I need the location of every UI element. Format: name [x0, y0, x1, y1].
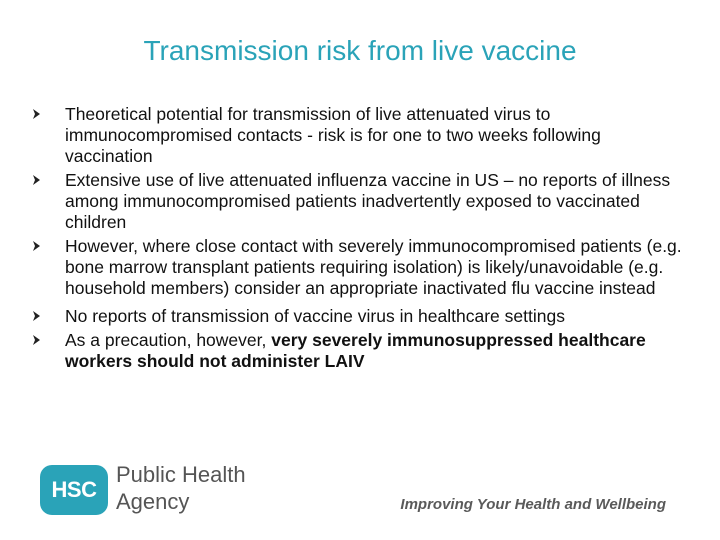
footer-tagline: Improving Your Health and Wellbeing — [400, 496, 666, 513]
hsc-logo-mark: HSC — [40, 465, 108, 515]
bullet-item — [58, 330, 688, 372]
agency-name-line2: Agency — [116, 489, 190, 514]
bullet-text-bold: very severely immunosuppressed healthcare workers should not administer LAIV — [65, 330, 646, 371]
bullet-text: Extensive use of live attenuated influenza vaccine in US – no reports of illness among immunocompromised patients inadvertently exposed to vaccinated children — [65, 170, 671, 232]
arrow-bullet-icon — [32, 310, 42, 322]
bullet-item — [58, 306, 688, 327]
arrow-bullet-icon — [32, 108, 42, 120]
agency-name — [116, 461, 316, 515]
arrow-bullet-icon — [32, 240, 42, 252]
agency-name-line1: Public Health — [116, 462, 246, 487]
bullet-list — [58, 104, 688, 375]
arrow-bullet-icon — [32, 174, 42, 186]
slide-title: Transmission risk from live vaccine — [143, 35, 577, 66]
arrow-bullet-icon — [32, 334, 42, 346]
bullet-item — [58, 236, 688, 299]
bullet-text: However, where close contact with severely immunocompromised patients (e.g. bone marrow transplant patients requiring isolation) is likely/unavoidable (e.g. household members) consider an appropriate inactivated flu vaccine instead — [65, 236, 682, 298]
bullet-item — [58, 104, 688, 167]
bullet-text: Theoretical potential for transmission of live attenuated virus to immunocompromised contacts - risk is for one to two weeks following vaccination — [65, 104, 601, 166]
bullet-item — [58, 170, 688, 233]
bullet-text-plain: As a precaution, however, — [65, 330, 272, 350]
bullet-text: No reports of transmission of vaccine virus in healthcare settings — [65, 306, 565, 326]
